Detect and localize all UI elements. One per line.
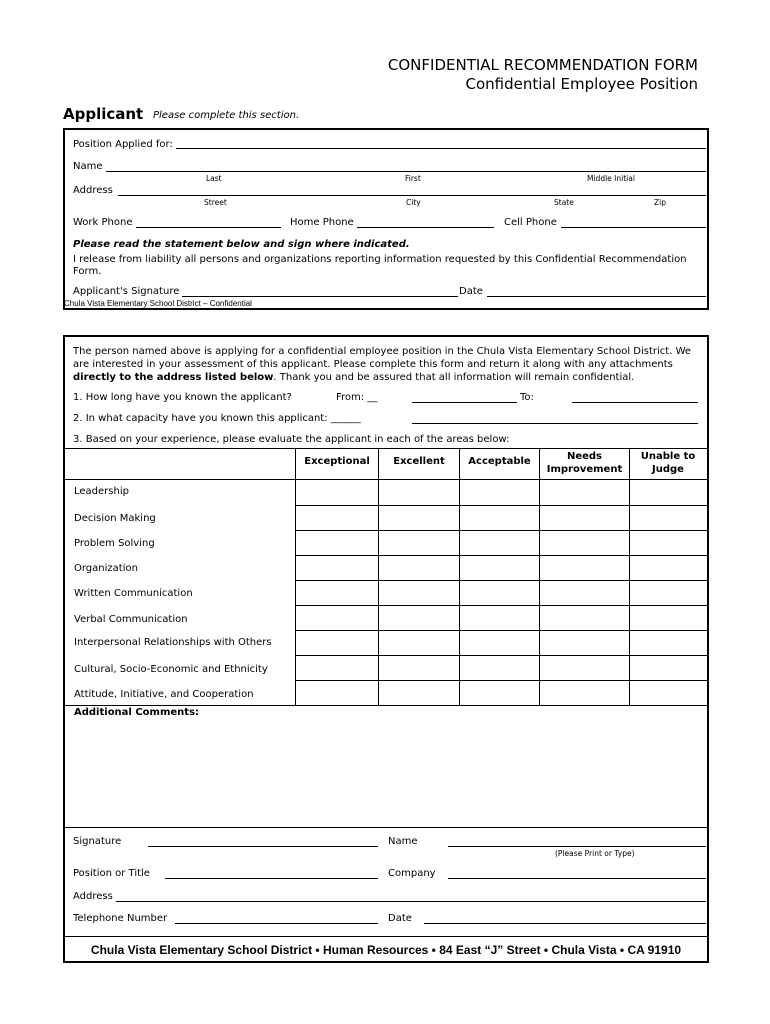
telephone-field[interactable] — [175, 923, 378, 924]
col-unable-to-judge: Unable to Judge — [640, 451, 696, 475]
intro-bold: directly to the address listed below — [73, 372, 274, 383]
row-problem-solving: Problem Solving — [74, 538, 155, 549]
intro-rest: . Thank you and be assured that all information will remain confidential. — [273, 372, 635, 383]
row-attitude: Attitude, Initiative, and Cooperation — [74, 689, 254, 700]
footer-address: Chula Vista Elementary School District • Human Resources • 84 East “J” Street • Chula Vista • CA 91910 — [90, 943, 682, 957]
applicant-signature-field[interactable] — [182, 296, 458, 297]
col-excellent: Excellent — [393, 456, 445, 467]
signature-field[interactable] — [148, 846, 378, 847]
recommender-section — [63, 335, 709, 963]
applicant-signature-label: Applicant's Signature — [73, 286, 180, 297]
form-title: CONFIDENTIAL RECOMMENDATION FORM — [387, 56, 698, 74]
question-1-from: From: __ — [336, 392, 378, 403]
home-phone-label: Home Phone — [290, 217, 354, 228]
row-cultural: Cultural, Socio-Economic and Ethnicity — [74, 664, 268, 675]
col-needs-improvement: Needs Improvement — [546, 451, 623, 475]
recommender-address-field[interactable] — [116, 901, 706, 902]
statement-heading: Please read the statement below and sign where indicated. — [73, 239, 410, 250]
applicant-date-field[interactable] — [487, 296, 706, 297]
applicant-heading: Applicant — [63, 105, 144, 123]
name-sub-middle: Middle Initial — [587, 174, 635, 183]
intro-line-1: The person named above is applying for a confidential employee position in the Chula Vista Elementary School District. We — [73, 346, 692, 357]
address-sub-street: Street — [204, 198, 227, 207]
address-label: Address — [73, 185, 113, 196]
home-phone-field[interactable] — [357, 227, 494, 228]
row-organization: Organization — [74, 563, 138, 574]
statement-line-2: Form. — [73, 266, 102, 277]
additional-comments-label: Additional Comments: — [74, 707, 200, 718]
recommender-address-label: Address — [73, 891, 113, 902]
question-1-to: To: — [520, 392, 534, 403]
address-sub-zip: Zip — [654, 198, 666, 207]
address-sub-state: State — [554, 198, 574, 207]
intro-line-3 — [73, 372, 634, 383]
position-title-field[interactable] — [165, 878, 378, 879]
address-field[interactable] — [118, 195, 706, 196]
recommender-date-field[interactable] — [424, 923, 706, 924]
signature-label: Signature — [73, 836, 122, 847]
applicant-section — [63, 128, 709, 310]
work-phone-field[interactable] — [136, 227, 281, 228]
confidential-note: Chula Vista Elementary School District – Confidential — [64, 299, 252, 308]
question-2: 2. In what capacity have you known this applicant: ______ — [73, 413, 361, 424]
name-sub-last: Last — [206, 174, 222, 183]
work-phone-label: Work Phone — [73, 217, 133, 228]
row-decision-making: Decision Making — [74, 513, 156, 524]
address-sub-city: City — [406, 198, 421, 207]
statement-line-1: I release from liability all persons and organizations reporting information requested by this Confidential Recommendation — [73, 254, 687, 265]
intro-line-2: are interested in your assessment of this applicant. Please complete this form and return it along with any attachments — [73, 359, 673, 370]
applicant-date-label: Date — [459, 286, 483, 297]
recommender-name-label: Name — [388, 836, 418, 847]
position-field[interactable] — [176, 148, 706, 149]
cell-phone-label: Cell Phone — [504, 217, 557, 228]
comments-area-bottom — [65, 827, 707, 828]
row-written-communication: Written Communication — [74, 588, 193, 599]
row-verbal-communication: Verbal Communication — [74, 614, 188, 625]
position-label: Position Applied for: — [73, 139, 173, 150]
company-label: Company — [388, 868, 436, 879]
cell-phone-field[interactable] — [561, 227, 706, 228]
form-subtitle: Confidential Employee Position — [465, 75, 698, 93]
col-exceptional: Exceptional — [304, 456, 370, 467]
recommender-name-field[interactable] — [448, 846, 706, 847]
known-from-field[interactable] — [412, 402, 517, 403]
known-to-field[interactable] — [572, 402, 698, 403]
question-1: 1. How long have you known the applicant? — [73, 392, 292, 403]
recommender-date-label: Date — [388, 913, 412, 924]
question-3: 3. Based on your experience, please evaluate the applicant in each of the areas below: — [73, 434, 510, 445]
print-note: (Please Print or Type) — [555, 849, 635, 858]
applicant-note: Please complete this section. — [153, 110, 300, 121]
row-interpersonal: Interpersonal Relationships with Others — [74, 637, 272, 648]
row-leadership: Leadership — [74, 486, 129, 497]
telephone-label: Telephone Number — [73, 913, 168, 924]
company-field[interactable] — [448, 878, 706, 879]
capacity-field[interactable] — [412, 423, 698, 424]
name-sub-first: First — [405, 174, 421, 183]
name-label: Name — [73, 161, 103, 172]
col-acceptable: Acceptable — [468, 456, 531, 467]
name-field[interactable] — [106, 171, 706, 172]
position-title-label: Position or Title — [73, 868, 150, 879]
